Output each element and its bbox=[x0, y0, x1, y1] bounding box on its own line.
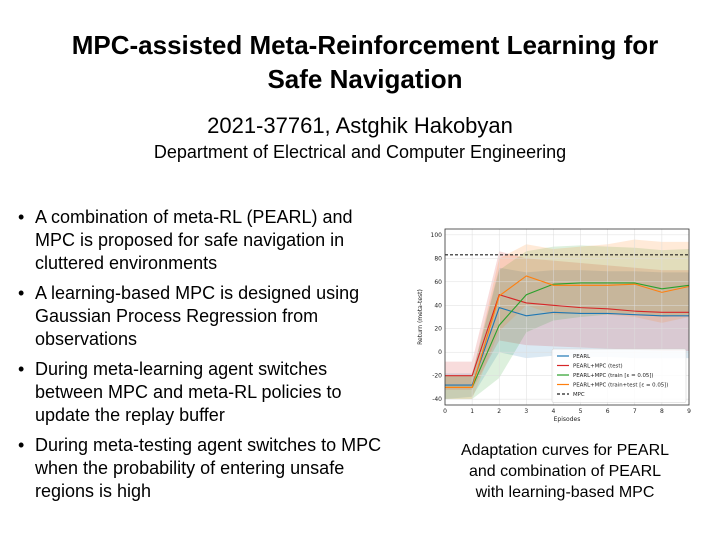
bullet-line: observations bbox=[35, 329, 138, 349]
bullet-line: regions is high bbox=[35, 481, 152, 501]
y-tick-label: 20 bbox=[434, 325, 442, 333]
x-tick-label: 5 bbox=[578, 408, 583, 415]
bullet-item bbox=[18, 206, 418, 275]
bullet-line: Gaussian Process Regression from bbox=[35, 306, 319, 326]
x-tick-label: 4 bbox=[551, 408, 556, 415]
y-tick-label: -20 bbox=[432, 372, 442, 380]
legend-entry: PEARL+MPC (test) bbox=[573, 363, 623, 370]
bullet-line: cluttered environments bbox=[35, 253, 218, 273]
legend-entry: MPC bbox=[573, 392, 585, 398]
x-tick-label: 2 bbox=[497, 408, 502, 415]
department-line: Department of Electrical and Computer Engineering bbox=[153, 142, 567, 162]
bullet-line: when the probability of entering unsafe bbox=[35, 458, 345, 478]
bullet-item bbox=[18, 358, 418, 427]
legend-entry: PEARL bbox=[573, 354, 591, 360]
bullet-line: During meta-learning agent switches bbox=[35, 359, 328, 379]
slide-title bbox=[20, 28, 710, 96]
title-line-1: MPC-assisted Meta-Reinforcement Learning for bbox=[71, 30, 659, 60]
x-tick-label: 1 bbox=[470, 408, 475, 415]
x-tick-label: 9 bbox=[687, 408, 691, 415]
bullet-dot: • bbox=[18, 435, 25, 455]
x-tick-label: 8 bbox=[659, 408, 664, 415]
legend-entry: PEARL+MPC (train [ε = 0.05]) bbox=[573, 373, 654, 379]
x-tick-label: 7 bbox=[632, 408, 637, 415]
x-axis-label: Episodes bbox=[553, 416, 581, 423]
caption-line: with learning-based MPC bbox=[475, 484, 655, 501]
bullet-dot: • bbox=[18, 207, 25, 227]
caption-line: Adaptation curves for PEARL bbox=[460, 442, 670, 459]
caption-line: and combination of PEARL bbox=[468, 463, 662, 480]
y-tick-label: 80 bbox=[434, 255, 442, 263]
x-tick-label: 6 bbox=[605, 408, 610, 415]
bullet-dot: • bbox=[18, 283, 25, 303]
bullet-line: between MPC and meta-RL policies to bbox=[35, 382, 342, 402]
bullet-list bbox=[18, 206, 418, 510]
y-tick-label: -40 bbox=[432, 396, 442, 404]
x-tick-label: 0 bbox=[443, 408, 447, 415]
bullet-line: A learning-based MPC is designed using bbox=[35, 283, 360, 303]
y-tick-label: 100 bbox=[430, 231, 442, 239]
title-line-2: Safe Navigation bbox=[267, 64, 463, 94]
y-tick-label: 60 bbox=[434, 278, 442, 286]
bullet-line: MPC is proposed for safe navigation in bbox=[35, 230, 345, 250]
bullet-dot: • bbox=[18, 359, 25, 379]
chart-legend bbox=[552, 349, 686, 403]
y-tick-label: 0 bbox=[438, 349, 442, 357]
figure-caption bbox=[430, 440, 700, 503]
author-line: 2021-37761, Astghik Hakobyan bbox=[207, 113, 513, 138]
y-axis-label: Return (meta-test) bbox=[417, 289, 424, 345]
bullet-line: During meta-testing agent switches to MPC bbox=[35, 435, 382, 455]
legend-entry: PEARL+MPC (train+test [ε = 0.05]) bbox=[573, 382, 669, 389]
bullet-line: A combination of meta-RL (PEARL) and bbox=[35, 207, 353, 227]
y-tick-label: 40 bbox=[434, 302, 442, 310]
bullet-item bbox=[18, 282, 418, 351]
adaptation-chart bbox=[412, 222, 702, 432]
bullet-item bbox=[18, 434, 418, 503]
bullet-line: update the replay buffer bbox=[35, 405, 225, 425]
x-tick-label: 3 bbox=[524, 408, 529, 415]
